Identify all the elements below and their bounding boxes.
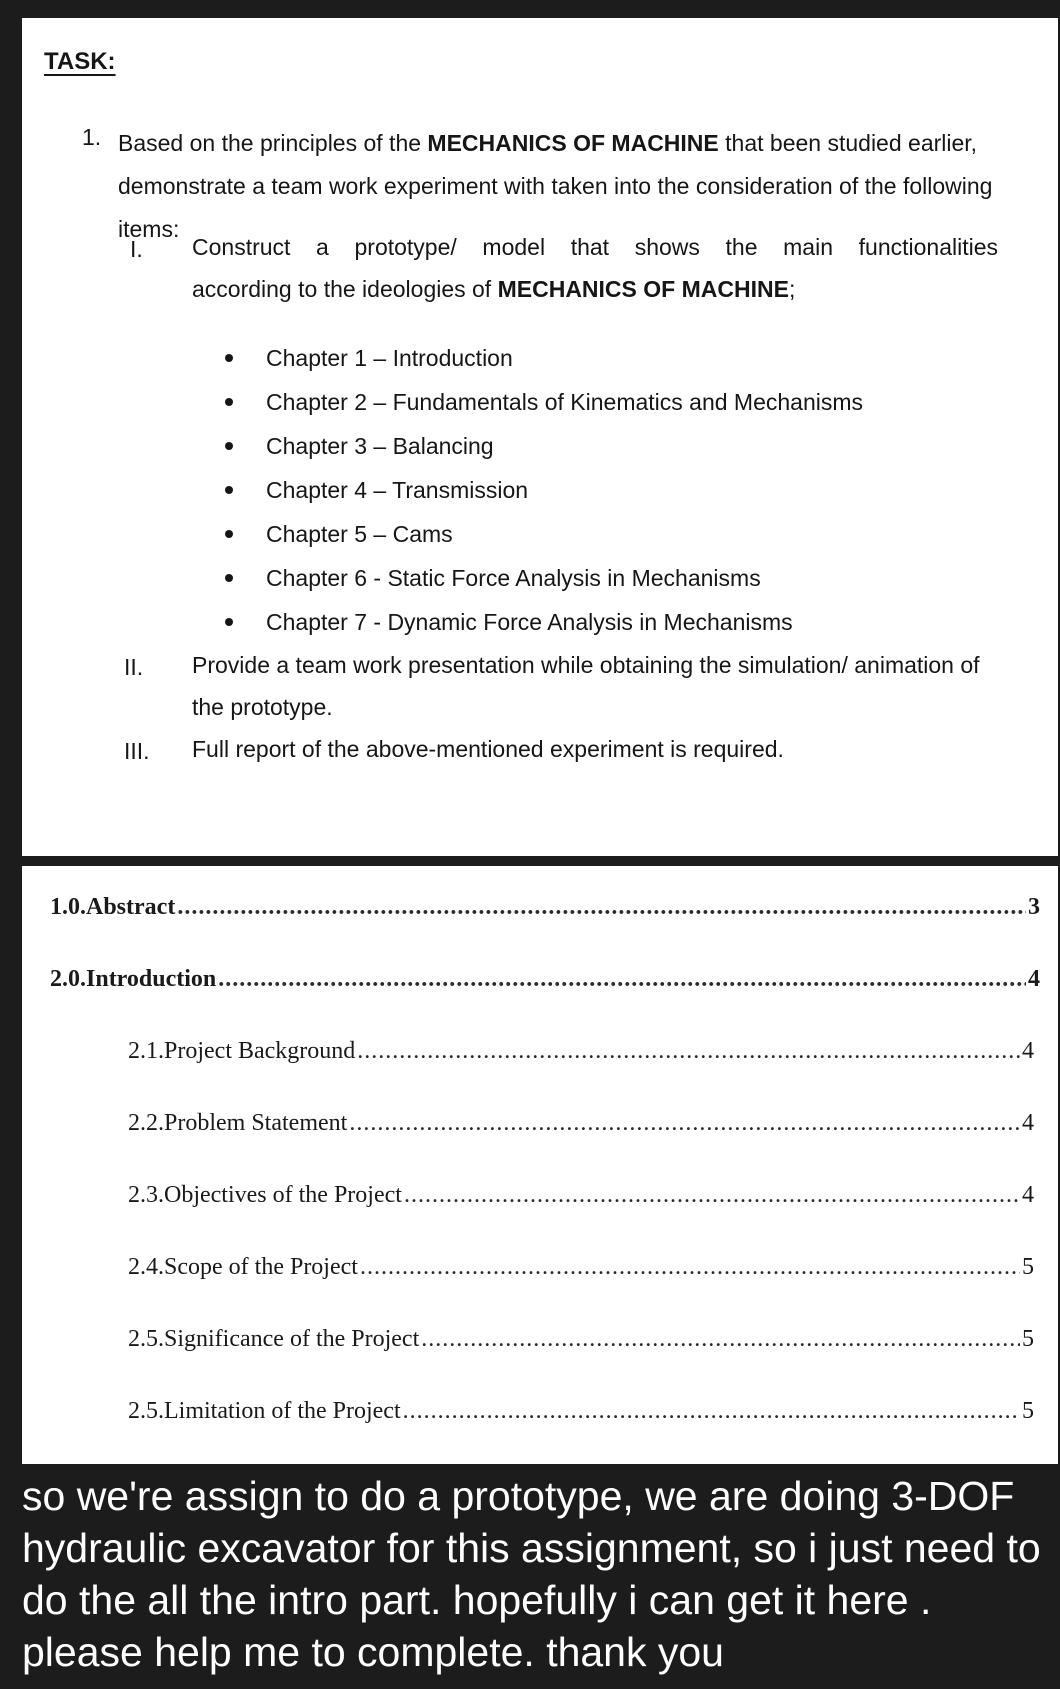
subitem-text-3: Full report of the above-mentioned experiment is required.: [192, 736, 784, 762]
toc-label: 2.1.Project Background: [128, 1038, 356, 1064]
toc-leader: [360, 1254, 1020, 1281]
toc-page: 3: [1028, 894, 1040, 920]
toc-entry: [128, 1254, 1034, 1281]
list-item: Chapter 7 - Dynamic Force Analysis in Mechanisms: [222, 600, 863, 644]
toc-page: 4: [1022, 1038, 1034, 1064]
toc-label: 2.0.Introduction: [50, 966, 217, 992]
task-item-text: Based on the principles of the MECHANICS OF MACHINE that been studied earlier, demonstrate a team work experiment with taken into the consideration of the following items:: [118, 130, 993, 242]
toc-entry: [128, 1110, 1034, 1137]
list-item: Chapter 2 – Fundamentals of Kinematics and Mechanisms: [222, 380, 863, 424]
toc-page: 5: [1022, 1398, 1034, 1424]
toc-entry: [128, 1398, 1034, 1425]
toc-leader: [404, 1182, 1020, 1209]
subitem-text-1: Construct a prototype/ model that shows the main functionalities: [192, 234, 998, 260]
toc-label: 2.5.Limitation of the Project: [128, 1398, 401, 1424]
toc-entry: [50, 894, 1040, 921]
toc-page: 4: [1022, 1182, 1034, 1208]
list-item: Chapter 5 – Cams: [222, 512, 863, 556]
post-caption: so we're assign to do a prototype, we are doing 3-DOF hydraulic excavator for this assignment, so i just need to do the all the intro part. hopefully i can get it here . please help me to complete. thank you: [22, 1473, 1041, 1675]
toc-page: 5: [1022, 1326, 1034, 1352]
toc-label: 2.2.Problem Statement: [128, 1110, 348, 1136]
list-item: Chapter 4 – Transmission: [222, 468, 863, 512]
task-document: [22, 18, 1058, 856]
subitem-text-2: Provide a team work presentation while obtaining the simulation/ animation of the prototype.: [192, 652, 980, 720]
table-of-contents: [22, 866, 1058, 1464]
toc-entry: [50, 966, 1040, 993]
toc-leader: [349, 1110, 1020, 1137]
subitem-numeral-1: I.: [130, 236, 143, 262]
list-item: Chapter 1 – Introduction: [222, 336, 863, 380]
toc-page: 4: [1022, 1110, 1034, 1136]
toc-leader: [403, 1398, 1020, 1425]
task-title: TASK:: [44, 48, 116, 75]
toc-entry: [128, 1326, 1034, 1353]
toc-label: 1.0.Abstract: [50, 894, 176, 920]
toc-leader: [421, 1326, 1020, 1353]
task-item-number: 1.: [82, 124, 102, 150]
toc-label: 2.5.Significance of the Project: [128, 1326, 420, 1352]
toc-entry: [128, 1182, 1034, 1209]
subitem-numeral-2: II.: [124, 654, 144, 680]
subitem-text-1-cont: according to the ideologies of MECHANICS OF MACHINE;: [192, 276, 796, 302]
toc-label: 2.3.Objectives of the Project: [128, 1182, 402, 1208]
toc-entry: [128, 1038, 1034, 1065]
toc-leader: [357, 1038, 1020, 1065]
list-item: Chapter 6 - Static Force Analysis in Mechanisms: [222, 556, 863, 600]
toc-label: 2.4.Scope of the Project: [128, 1254, 358, 1280]
chapter-list: [222, 336, 863, 644]
toc-page: 4: [1028, 966, 1040, 992]
toc-leader: [218, 966, 1026, 993]
subitem-numeral-3: III.: [124, 738, 150, 764]
toc-page: 5: [1022, 1254, 1034, 1280]
list-item: Chapter 3 – Balancing: [222, 424, 863, 468]
toc-leader: [177, 894, 1026, 921]
